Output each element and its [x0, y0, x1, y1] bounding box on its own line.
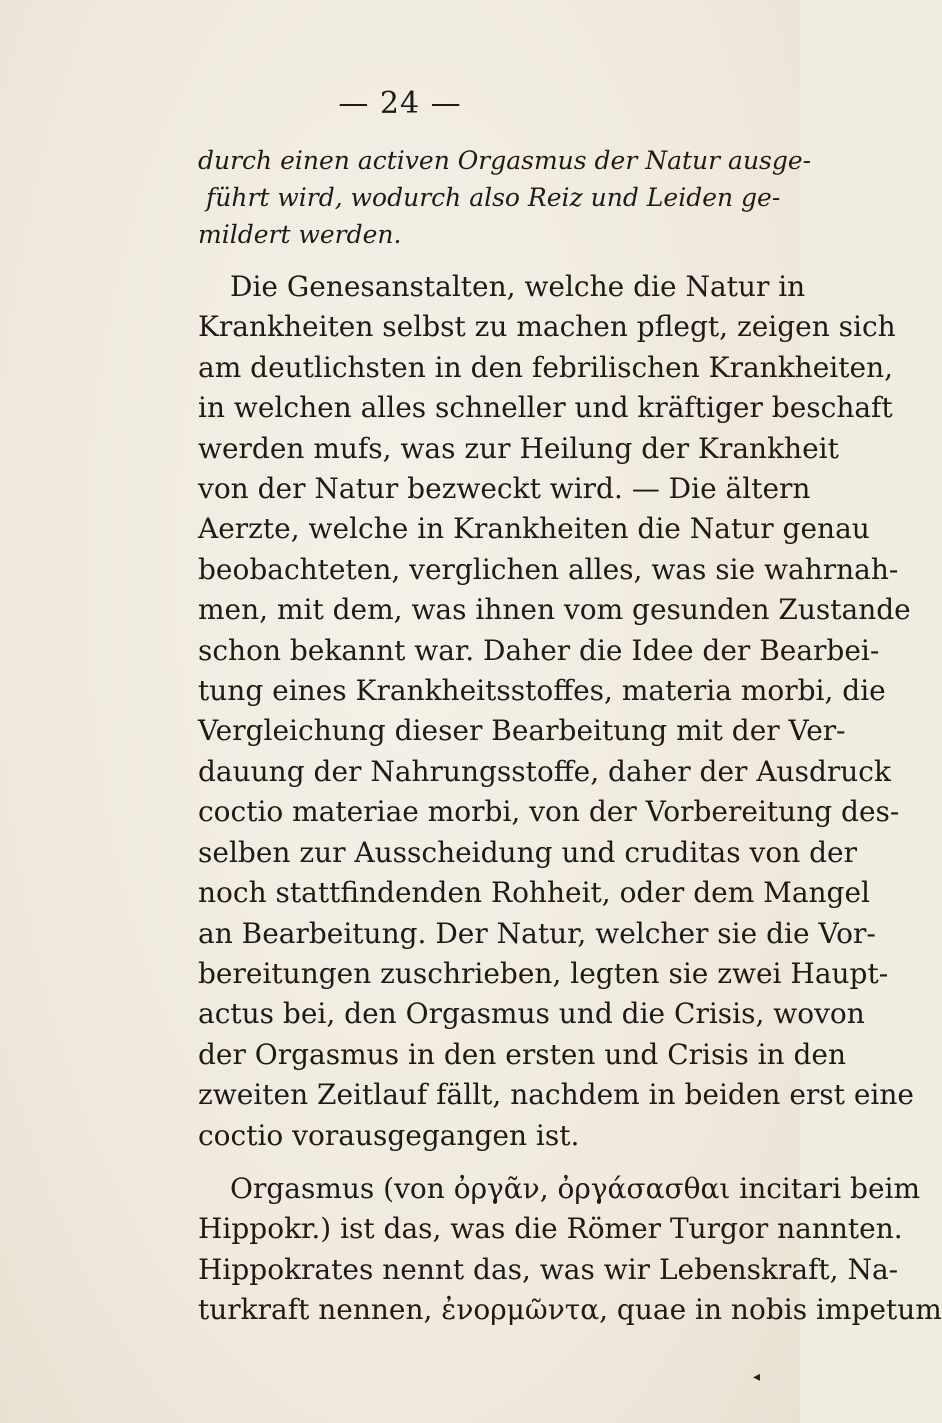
text-line: selben zur Ausscheidung und cruditas von der — [198, 835, 858, 869]
paragraph-genesanstalten — [198, 267, 914, 1156]
text-line: beobachteten, verglichen alles, was sie wahrnah- — [198, 552, 899, 586]
page-number: — 24 — — [338, 86, 462, 121]
text-line: Aerzte, welche in Krankheiten die Natur genau — [198, 512, 870, 546]
text-line: Hippokrates nennt das, was wir Lebenskraft, Na- — [198, 1252, 899, 1286]
text-line: in welchen alles schneller und kräftiger beschaft — [198, 391, 893, 425]
text-line: führt wird, wodurch also Reiz und Leiden ge- — [206, 183, 781, 212]
text-line: am deutlichsten in den febrilischen Krankheiten, — [198, 350, 893, 384]
text-line: turkraft nennen, ἐνορμῶντα, quae in nobis impetum — [198, 1293, 942, 1327]
text-line: dauung der Nahrungsstoffe, daher der Ausdruck — [198, 754, 891, 788]
text-line: schon bekannt war. Daher die Idee der Bearbei- — [198, 633, 880, 667]
text-line: der Orgasmus in den ersten und Crisis in den — [198, 1037, 847, 1071]
text-line: Die Genesanstalten, welche die Natur in — [230, 270, 806, 303]
text-block — [198, 142, 942, 1331]
text-line: tung eines Krankheitsstoffes, materia morbi, die — [198, 674, 886, 708]
corner-mark-icon: ◂ — [752, 1369, 760, 1385]
text-line: Krankheiten selbst zu machen pflegt, zeigen sich — [198, 310, 896, 344]
text-line: werden mufs, was zur Heilung der Krankheit — [198, 431, 839, 465]
text-line: durch einen activen Orgasmus der Natur ausge- — [198, 146, 812, 175]
text-line: men, mit dem, was ihnen vom gesunden Zustande — [198, 593, 911, 627]
text-line: von der Natur bezweckt wird. — Die ältern — [198, 472, 811, 506]
paragraph-orgasmus — [198, 1169, 942, 1331]
text-line: bereitungen zuschrieben, legten sie zwei Haupt- — [198, 956, 889, 990]
text-line: coctio vorausgegangen ist. — [198, 1118, 580, 1152]
text-line: Vergleichung dieser Bearbeitung mit der Ver- — [198, 714, 846, 748]
text-line: Hippokr.) ist das, was die Römer Turgor nannten. — [198, 1212, 903, 1246]
text-line: mildert werden. — [198, 220, 402, 249]
text-line: zweiten Zeitlauf fällt, nachdem in beiden erst eine — [198, 1078, 914, 1112]
text-line: coctio materiae morbi, von der Vorbereitung des- — [198, 795, 900, 829]
intro-italic-passage — [198, 142, 812, 253]
text-line: actus bei, den Orgasmus und die Crisis, wovon — [198, 997, 865, 1031]
text-line: Orgasmus (von ὀργᾶν, ὀργάσασθαι incitari beim — [230, 1171, 921, 1205]
text-line: an Bearbeitung. Der Natur, welcher sie die Vor- — [198, 916, 876, 950]
text-line: noch stattfindenden Rohheit, oder dem Mangel — [198, 876, 870, 910]
